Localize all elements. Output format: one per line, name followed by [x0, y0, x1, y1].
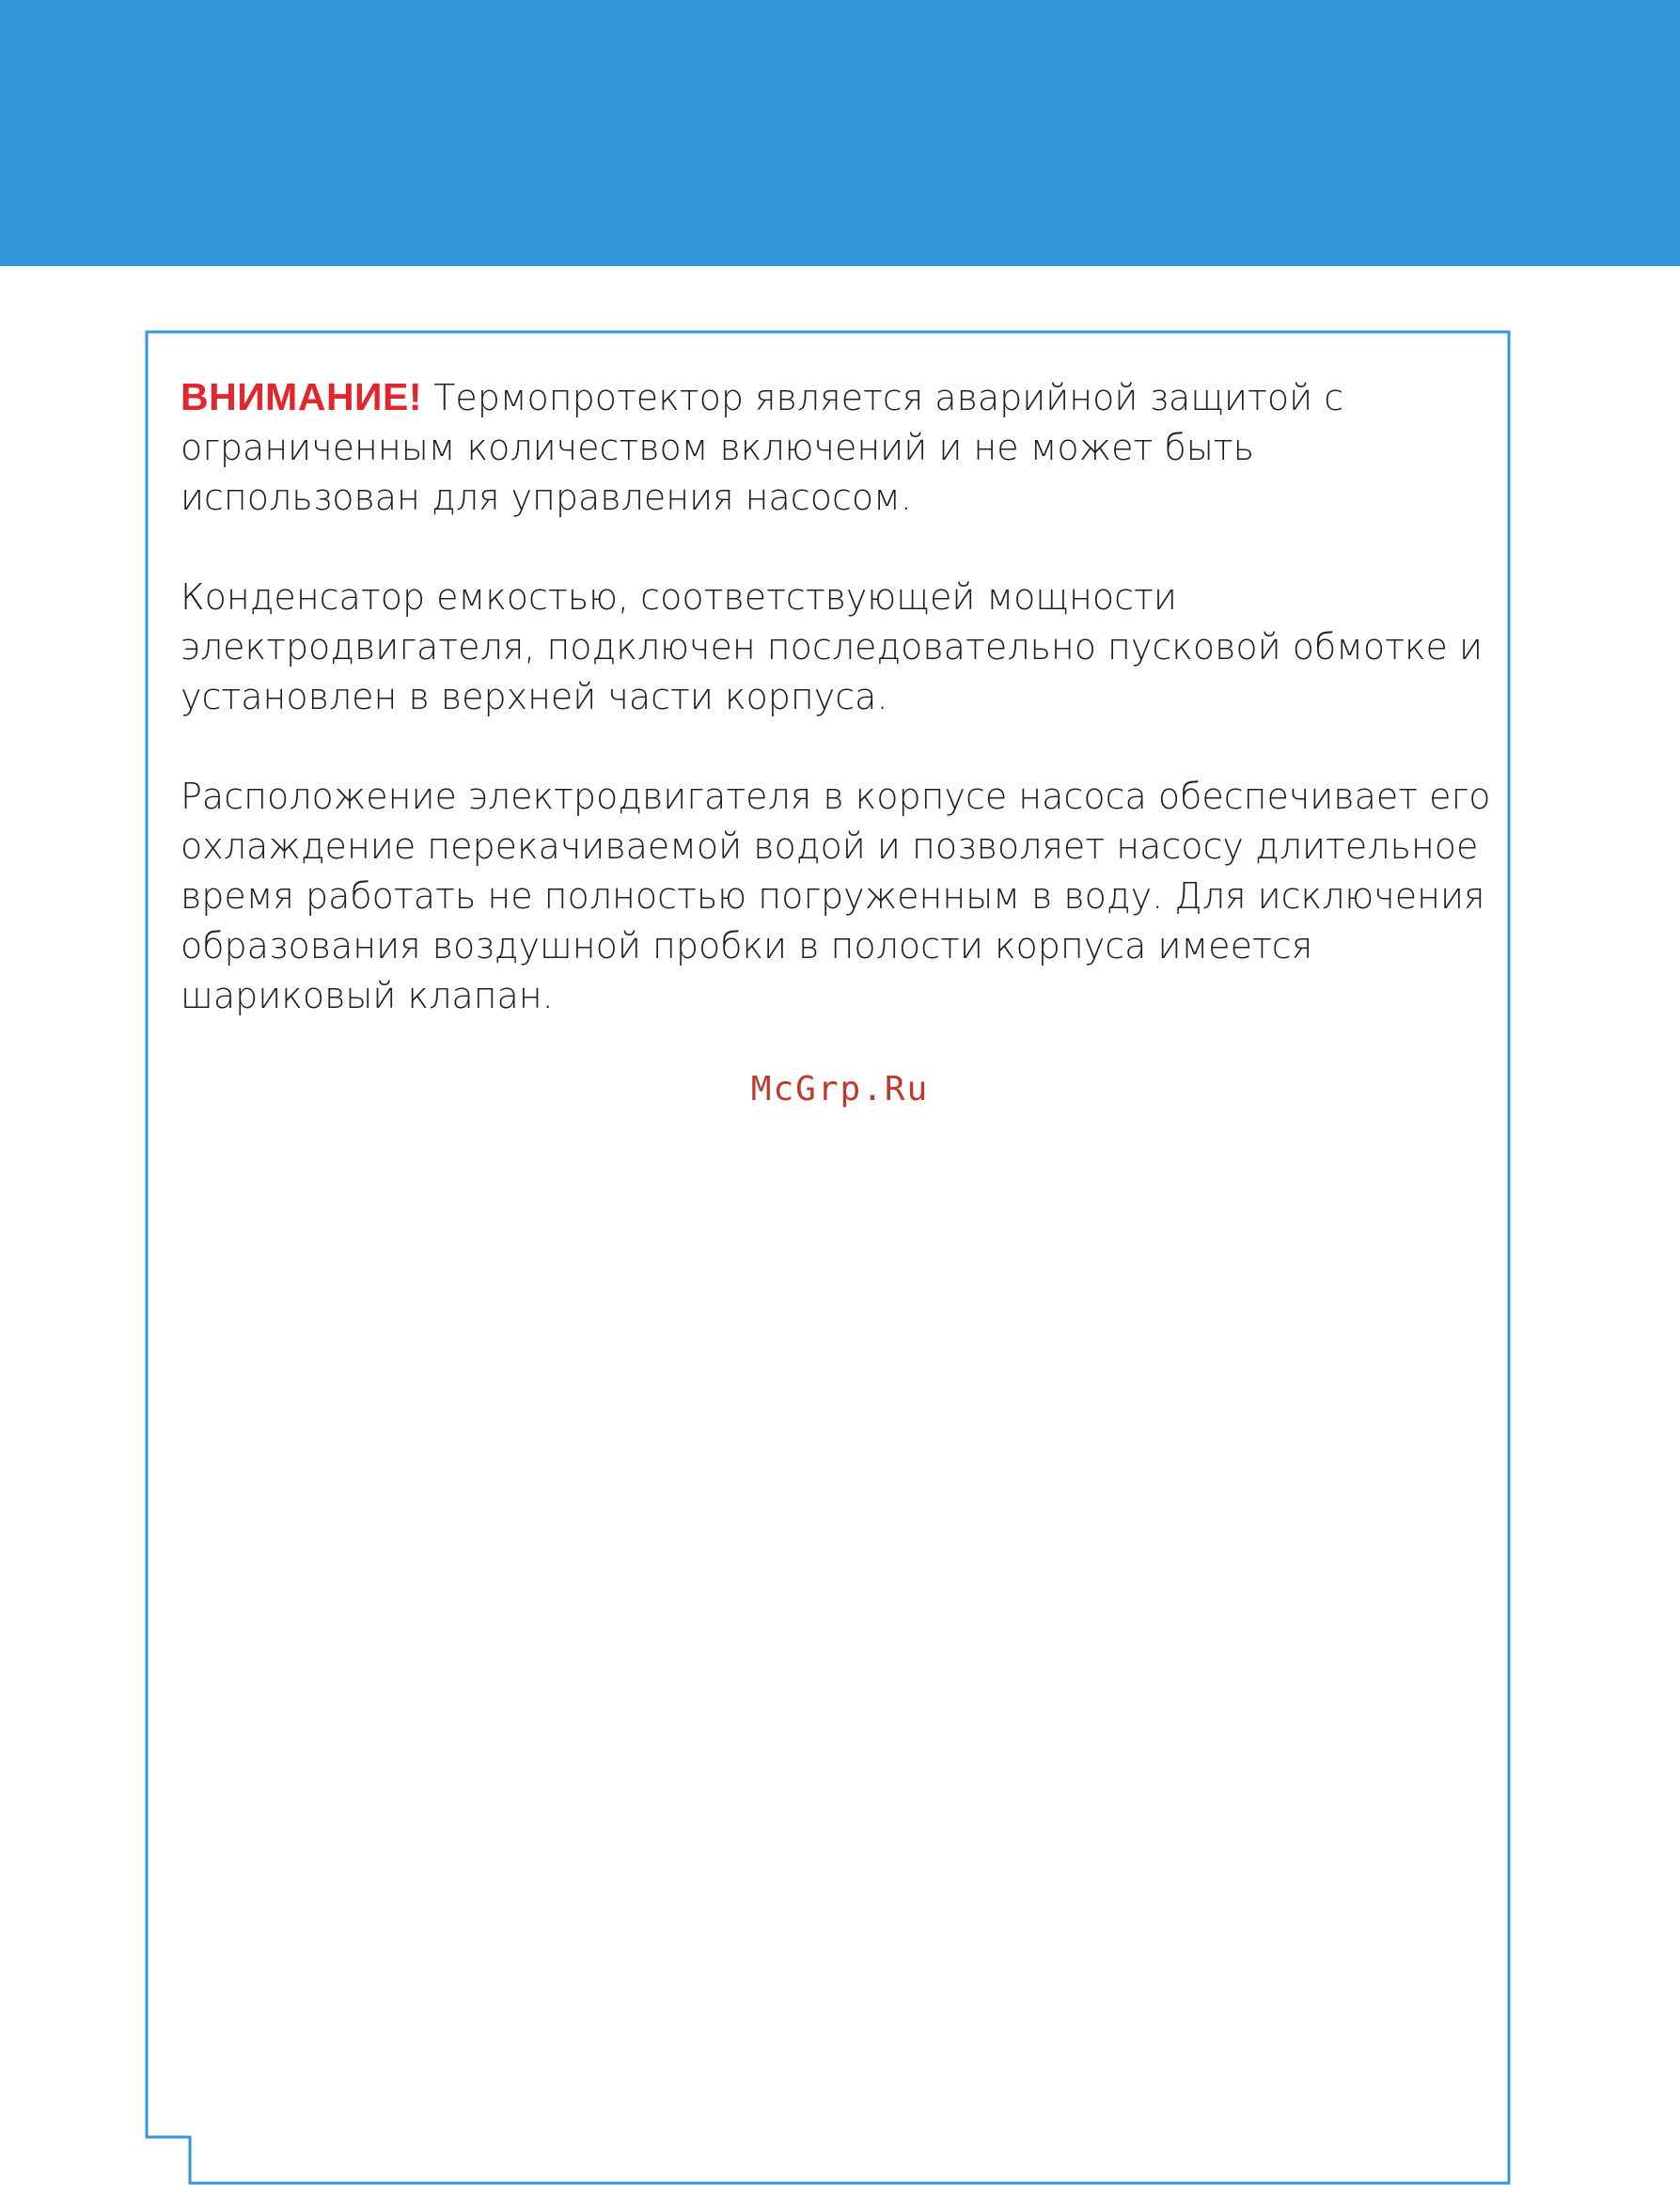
warning-label: ВНИМАНИЕ!	[181, 375, 423, 418]
document-body	[181, 372, 1497, 1071]
watermark-text: McGrp.Ru	[750, 1070, 930, 1108]
notice-paragraph	[181, 372, 1497, 523]
notice-text: Термопротектор является аварийной защитой с ограниченным количеством включений и не может быть использован для управления насосом.	[181, 377, 1344, 518]
cooling-paragraph: Расположение электродвигателя в корпусе насоса обеспечивает его охлаждение перекачиваемой водой и позволяет насосу длительное время работать не полностью погруженным в воду. Для исключения образования воздушной пробки в полости корпуса имеется шариковый клапан.	[181, 776, 1491, 1016]
capacitor-paragraph: Конденсатор емкостью, соответствующей мощности электродвигателя, подключен последовательно пусковой обмотке и установлен в верхней части корпуса.	[181, 576, 1484, 717]
